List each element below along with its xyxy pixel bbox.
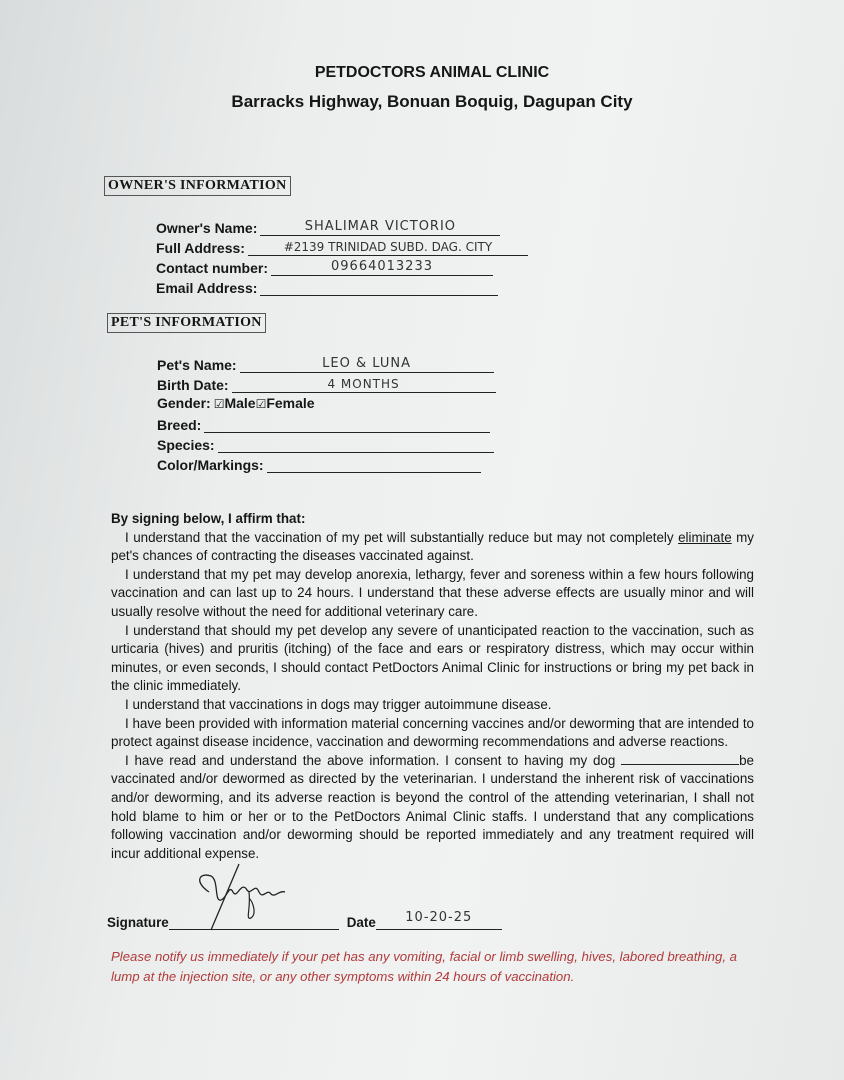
pet-name-value: LEO & LUNA [322, 356, 411, 371]
full-address-value: #2139 TRINIDAD SUBD. DAG. CITY [283, 240, 493, 254]
full-address-field[interactable] [156, 238, 528, 256]
underlined-word: eliminate [678, 529, 732, 545]
color-markings-field[interactable] [157, 455, 481, 473]
clinic-name: PETDOCTORS ANIMAL CLINIC [314, 64, 550, 81]
signature-label: Signature [107, 915, 169, 930]
birth-date-field[interactable] [157, 375, 496, 393]
breed-field[interactable] [157, 415, 490, 433]
post-vaccination-notice: Please notify us immediately if your pet has any vomiting, facial or limb swelling, hives, labored breathing, a lump at the injection site, or any other symptoms within 24 hours of vaccination. [111, 949, 737, 984]
affirmation-paragraph: I understand that should my pet develop any severe of unanticipated reaction to the vaccination, such as urticaria (hives) and pruritis (itching) of the face and ears or respiratory distress, which may occur within minutes, or even seconds, I should contact PetDoctors Animal Clinic for instructions or bring my pet back in the clinic immediately. [111, 622, 754, 694]
gender-field [157, 395, 315, 411]
signature-field[interactable] [107, 912, 502, 930]
male-label: Male [224, 395, 256, 411]
gender-label: Gender: [157, 395, 211, 411]
owner-name-field[interactable] [156, 218, 500, 236]
color-markings-label: Color/Markings: [157, 457, 264, 473]
affirmation-text-part: my pet's chances of contracting the diseases vaccinated against. [111, 529, 754, 564]
clinic-address: Barracks Highway, Bonuan Boquig, Dagupan City [231, 92, 633, 111]
consent-text-part: I have read and understand the above information. I consent to having my dog [125, 752, 622, 768]
email-address-field[interactable] [156, 278, 498, 296]
affirmation-text-part: I understand that the vaccination of my pet will substantially reduce but may not completely [125, 529, 679, 545]
owner-name-value: SHALIMAR VICTORIO [304, 219, 457, 234]
handwritten-signature [189, 862, 299, 932]
pet-name-label: Pet's Name: [157, 357, 237, 373]
contact-number-field[interactable] [156, 258, 493, 276]
affirmation-paragraph: I have been provided with information material concerning vaccines and/or deworming that are intended to protect against disease incidence, vaccination and deworming recommendations and adverse reactions. [111, 715, 754, 750]
male-checkbox[interactable]: ☑ [213, 397, 225, 411]
owner-section-title: OWNER'S INFORMATION [104, 176, 291, 196]
email-address-label: Email Address: [156, 280, 258, 296]
affirmation-text [111, 510, 754, 863]
birth-date-label: Birth Date: [157, 377, 229, 393]
species-field[interactable] [157, 435, 494, 453]
date-label: Date [346, 915, 376, 930]
consent-form [4, 0, 840, 1080]
contact-number-label: Contact number: [156, 260, 268, 276]
dog-name-blank[interactable] [621, 752, 739, 765]
birth-date-value: 4 MONTHS [327, 377, 400, 391]
full-address-label: Full Address: [156, 240, 245, 256]
owner-name-label: Owner's Name: [156, 220, 258, 236]
affirmation-paragraph: I understand that vaccinations in dogs may trigger autoimmune disease. [125, 696, 552, 712]
pet-name-field[interactable] [157, 355, 494, 373]
consent-text-part: be vaccinated and/or dewormed as directed by the veterinarian. I understand the inherent risk of vaccinations and/or deworming, and its adverse reaction is beyond the control of the attending veterinarian, I shall not hold blame to him or her or to the PetDoctors Animal Clinic staffs. I understand that any complications following vaccination and/or deworming should be reported immediately and any treatment required will incur additional expense. [111, 752, 754, 861]
consent-paragraph [111, 752, 754, 864]
contact-number-value: 09664013233 [331, 259, 433, 274]
female-checkbox[interactable]: ☑ [255, 397, 267, 411]
affirmation-paragraph [111, 529, 754, 566]
pet-section-title: PET'S INFORMATION [107, 313, 266, 333]
date-value: 10-20-25 [405, 910, 473, 925]
affirmation-heading: By signing below, I affirm that: [111, 511, 306, 526]
female-label: Female [266, 395, 315, 411]
species-label: Species: [157, 437, 215, 453]
affirmation-paragraph: I understand that my pet may develop anorexia, lethargy, fever and soreness within a few hours following vaccination and can last up to 24 hours. I understand that these adverse effects are usually minor and will usually resolve without the need for additional veterinary care. [111, 566, 754, 619]
breed-label: Breed: [157, 417, 202, 433]
